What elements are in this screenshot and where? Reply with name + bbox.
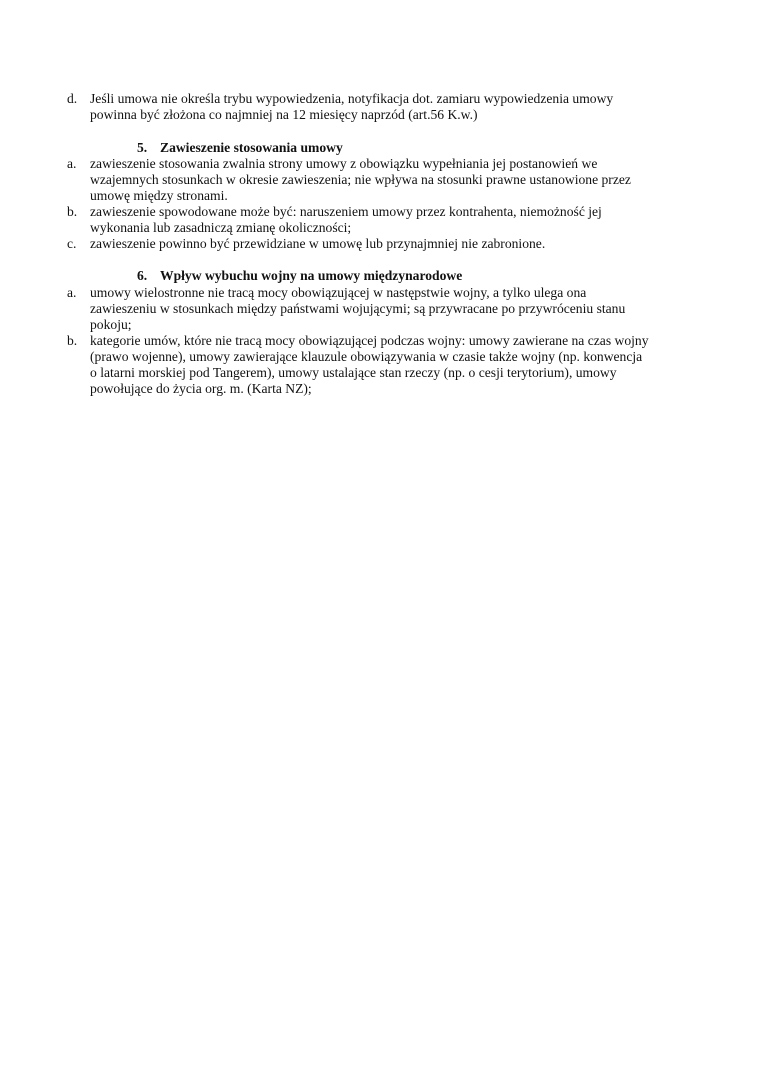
list-marker-6a: a. <box>67 285 77 300</box>
list-item-line: wykonania lub zasadniczą zmianę okoliczności; <box>90 220 352 235</box>
list-item-line: zawieszenie powinno być przewidziane w umowę lub przynajmniej nie zabronione. <box>90 236 546 251</box>
list-item-line: wzajemnych stosunkach w okresie zawieszenia; nie wpływa na stosunki prawne ustanowione przez <box>90 172 631 187</box>
list-item-line: o latarni morskiej pod Tangerem), umowy ustalające stan rzeczy (np. o cesji terytorium), umowy <box>90 365 617 380</box>
list-item-line: kategorie umów, które nie tracą mocy obowiązującej podczas wojny: umowy zawierane na czas wojny <box>90 333 649 348</box>
list-item-line: umowy wielostronne nie tracą mocy obowiązującej w następstwie wojny, a tylko ulega ona <box>90 285 587 300</box>
list-item-d <box>90 91 680 123</box>
list-marker-5c: c. <box>67 236 77 251</box>
list-item-line: pokoju; <box>90 317 132 332</box>
list-item-line: Jeśli umowa nie określa trybu wypowiedzenia, notyfikacja dot. zamiaru wypowiedzenia umowy <box>90 91 614 106</box>
list-item-line: zawieszenie spowodowane może być: naruszeniem umowy przez kontrahenta, niemożność jej <box>90 204 602 219</box>
list-item-6b <box>90 333 680 397</box>
list-item-line: zawieszenie stosowania zwalnia strony umowy z obowiązku wypełniania jej postanowień we <box>90 156 598 171</box>
list-item-line: (prawo wojenne), umowy zawierające klauzule obowiązywania w czasie także wojny (np. konwencja <box>90 349 643 364</box>
section-5-heading <box>137 140 343 156</box>
list-marker-d: d. <box>67 91 78 106</box>
list-item-5b <box>90 204 680 236</box>
section-5-title: Zawieszenie stosowania umowy <box>160 140 343 155</box>
list-item-line: powołujące do życia org. m. (Karta NZ); <box>90 381 312 396</box>
list-item-line: zawieszeniu w stosunkach między państwami wojującymi; są przywracane po przywróceniu stanu <box>90 301 626 316</box>
list-marker-5b: b. <box>67 204 78 219</box>
list-marker-6b: b. <box>67 333 78 348</box>
list-item-line: powinna być złożona co najmniej na 12 miesięcy naprzód (art.56 K.w.) <box>90 107 478 122</box>
list-marker-5a: a. <box>67 156 77 171</box>
section-6-title: Wpływ wybuchu wojny na umowy międzynarodowe <box>160 268 463 283</box>
list-item-line: umowę między stronami. <box>90 188 228 203</box>
list-item-6a <box>90 285 680 333</box>
section-5-number: 5. <box>137 140 148 155</box>
section-6-number: 6. <box>137 268 148 283</box>
section-6-heading <box>137 268 462 284</box>
list-item-5c <box>90 236 680 252</box>
list-item-5a <box>90 156 680 204</box>
